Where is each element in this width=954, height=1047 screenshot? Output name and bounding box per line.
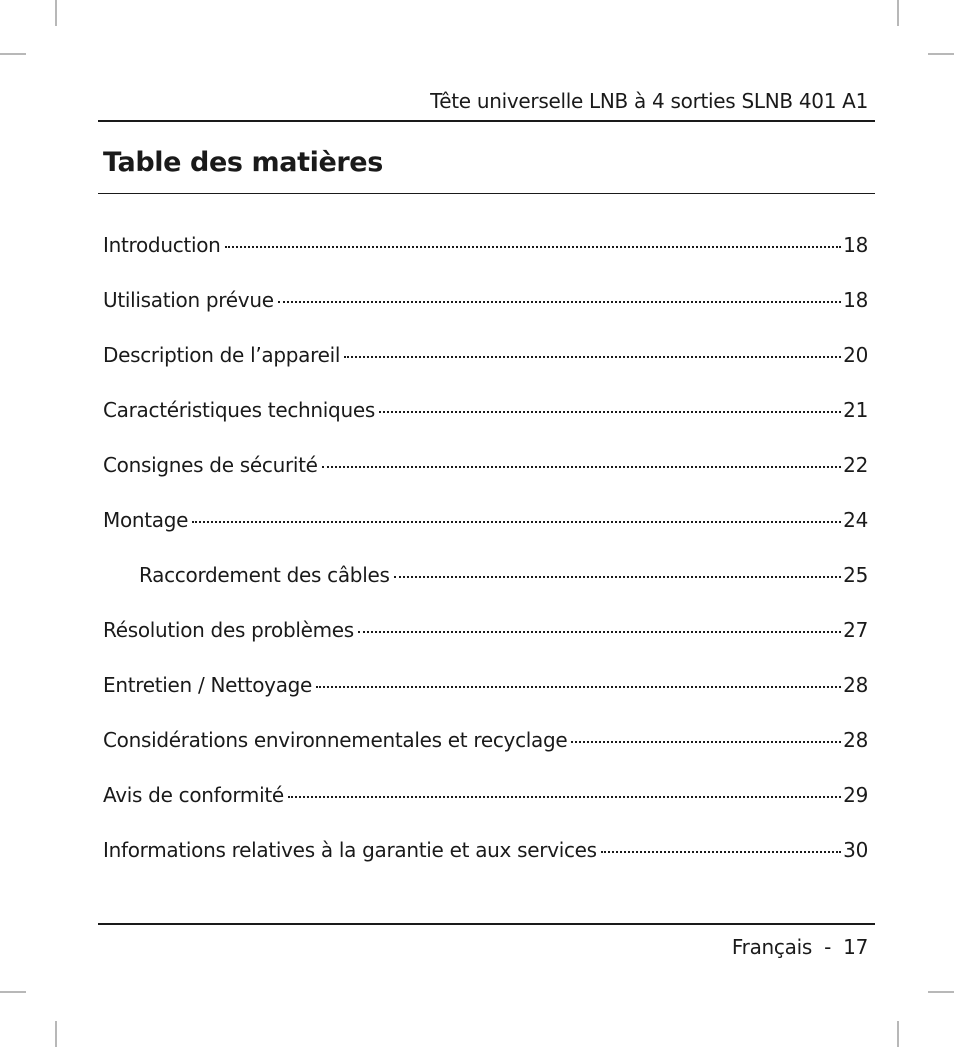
crop-mark [928,53,954,55]
toc-dot-leader [278,301,841,303]
footer-language: Français [731,935,812,959]
toc-entry-label: Informations relatives à la garantie et aux services [103,838,597,862]
toc-dot-leader [192,521,841,523]
toc-dot-leader [601,851,841,853]
toc-entry[interactable] [103,501,868,556]
toc-dot-leader [225,246,842,248]
page-title: Table des matières [103,147,383,178]
toc-entry-label: Avis de conformité [103,783,284,807]
toc-entry-label: Raccordement des câbles [139,563,390,587]
running-header: Tête universelle LNB à 4 sorties SLNB 401 A1 [430,89,868,113]
toc-entry[interactable] [103,776,868,831]
toc-entry[interactable] [103,226,868,281]
toc-entry-page-number: 25 [843,563,868,587]
toc-dot-leader [571,741,841,743]
table-of-contents [103,226,868,886]
toc-entry[interactable] [103,391,868,446]
toc-entry[interactable] [103,556,868,611]
toc-entry-label: Montage [103,508,189,532]
toc-entry-label: Introduction [103,233,221,257]
toc-dot-leader [288,796,841,798]
toc-entry[interactable] [103,336,868,391]
toc-entry-page-number: 30 [843,838,868,862]
footer-page-number: 17 [843,935,868,959]
toc-dot-leader [394,576,842,578]
toc-dot-leader [322,466,841,468]
toc-entry[interactable] [103,281,868,336]
toc-entry-label: Description de l’appareil [103,343,341,367]
crop-mark [55,0,57,26]
toc-entry[interactable] [103,666,868,721]
toc-entry[interactable] [103,611,868,666]
toc-entry-page-number: 27 [843,618,868,642]
crop-mark [55,1021,57,1047]
footer-rule [98,923,875,925]
toc-entry-page-number: 28 [843,728,868,752]
toc-dot-leader [344,356,841,358]
toc-dot-leader [316,686,841,688]
crop-mark [897,0,899,26]
toc-entry-page-number: 24 [843,508,868,532]
footer-separator: - [824,935,832,959]
toc-entry-page-number: 21 [843,398,868,422]
toc-entry-page-number: 29 [843,783,868,807]
crop-mark [897,1021,899,1047]
toc-entry-page-number: 20 [843,343,868,367]
header-rule [98,120,875,122]
page-footer [732,932,868,962]
toc-entry-label: Entretien / Nettoyage [103,673,313,697]
toc-entry-page-number: 28 [843,673,868,697]
toc-entry-label: Consignes de sécurité [103,453,318,477]
toc-dot-leader [358,631,841,633]
toc-entry-label: Considérations environnementales et recyclage [103,728,568,752]
crop-mark [928,991,954,993]
toc-dot-leader [379,411,841,413]
title-rule [98,193,875,194]
toc-entry-page-number: 18 [843,288,868,312]
toc-entry-label: Caractéristiques techniques [103,398,375,422]
toc-entry-page-number: 22 [843,453,868,477]
toc-entry[interactable] [103,831,868,886]
toc-entry[interactable] [103,721,868,776]
toc-entry-page-number: 18 [843,233,868,257]
crop-mark [0,991,26,993]
toc-entry-label: Utilisation prévue [103,288,274,312]
toc-entry-label: Résolution des problèmes [103,618,354,642]
toc-entry[interactable] [103,446,868,501]
crop-mark [0,53,26,55]
